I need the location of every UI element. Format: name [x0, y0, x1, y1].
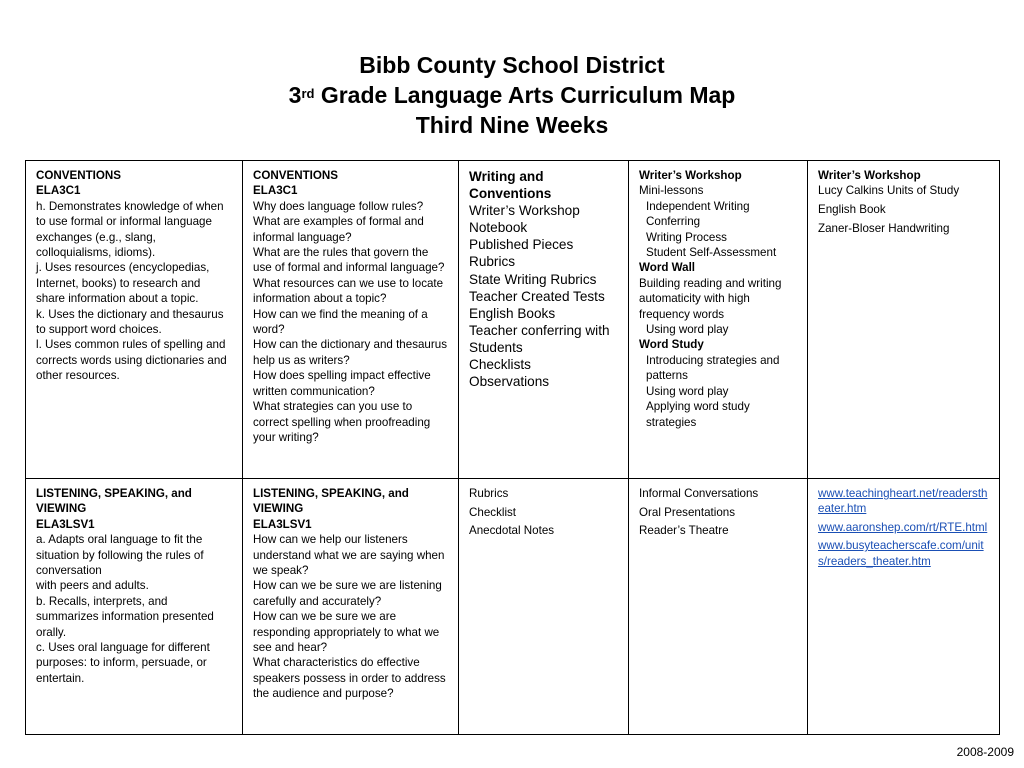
assessment-item: Anecdotal Notes — [469, 524, 555, 538]
standard-element: l. Uses common rules of spelling and corrects words using dictionaries and other resources. — [36, 338, 227, 383]
activity-item: Introducing strategies and patterns — [646, 353, 780, 383]
school-year: 2008-2009 — [956, 745, 1014, 759]
activity-item: Student Self-Assessment — [646, 246, 777, 260]
essential-question: What resources can we use to locate information about a topic? — [253, 276, 444, 306]
district-name: Bibb County School District — [359, 52, 665, 78]
activity-item: Building reading and writing automaticity with high frequency words — [639, 276, 782, 321]
resources-cell — [808, 161, 1000, 479]
resource-title: Writer’s Workshop — [818, 169, 921, 182]
strand-title: LISTENING, SPEAKING, and VIEWING — [253, 487, 409, 516]
activity-item: Applying word study strategies — [646, 400, 750, 429]
standard-code: ELA3C1 — [253, 184, 298, 198]
assessment-cell — [459, 479, 629, 735]
assessment-item: English Books — [469, 305, 556, 321]
strand-title: CONVENTIONS — [36, 169, 122, 182]
activity-item: Mini-lessons — [639, 184, 704, 198]
resources-cell — [808, 479, 1000, 735]
essential-question: How can we help our listeners understand what we are saying when we speak? — [253, 533, 445, 578]
standard-element: j. Uses resources (encyclopedias, Internet, books) to research and share information about a topic. — [36, 261, 210, 306]
activity-item: Writing Process — [646, 230, 727, 244]
assessment-item: Rubrics — [469, 487, 509, 500]
standard-code: ELA3LSV1 — [253, 517, 312, 531]
assessment-item: Checklist — [469, 505, 517, 519]
essential-question: How does spelling impact effective written communication? — [253, 369, 431, 398]
assessment-item: Teacher Created Tests — [469, 288, 605, 304]
assessment-cell — [459, 161, 629, 479]
assessment-item: Rubrics — [469, 254, 516, 270]
assessment-item: Observations — [469, 374, 550, 390]
essential-question: What are the rules that govern the use of formal and informal language? — [253, 246, 445, 275]
essential-question: How can we be sure we are responding appropriately to what we see and hear? — [253, 610, 440, 655]
standard-element: exchanges (e.g., slang, colloquialisms, idioms). — [36, 230, 156, 260]
activity-heading: Writer’s Workshop — [639, 169, 742, 182]
standards-cell — [26, 161, 243, 479]
assessment-item: Published Pieces — [469, 237, 574, 253]
curriculum-title-text: Grade Language Arts Curriculum Map — [314, 82, 736, 108]
questions-cell — [243, 161, 459, 479]
resource-link[interactable]: www.teachingheart.net/readerstheater.htm — [818, 487, 988, 516]
activity-item: Informal Conversations — [639, 487, 759, 500]
essential-question: What strategies can you use to correct spelling when proofreading your writing? — [253, 400, 431, 444]
essential-question: How can we find the meaning of a word? — [253, 307, 428, 337]
standards-cell — [26, 479, 243, 735]
activity-heading: Word Study — [639, 338, 704, 352]
resource-link[interactable]: www.aaronshep.com/rt/RTE.html — [818, 520, 988, 534]
term-title: Third Nine Weeks — [415, 112, 609, 138]
essential-question: How can we be sure we are listening carefully and accurately? — [253, 579, 442, 608]
essential-question: What characteristics do effective speakers possess in order to address the audience and purpose? — [253, 656, 446, 701]
activity-item: Independent Writing Conferring — [646, 199, 750, 229]
standard-element: with peers and adults. — [36, 579, 149, 593]
standard-element: b. Recalls, interprets, and summarizes information presented orally. — [36, 594, 214, 639]
resource-link[interactable]: www.busyteacherscafe.com/units/readers_theater.htm — [818, 539, 984, 568]
standard-element: h. Demonstrates knowledge of when to use formal or informal language — [36, 199, 224, 229]
essential-question: How can the dictionary and thesaurus help us as writers? — [253, 338, 447, 367]
essential-question: Why does language follow rules? — [253, 199, 424, 213]
standard-code: ELA3LSV1 — [36, 517, 95, 531]
resource-item: English Book — [818, 203, 886, 216]
curriculum-title — [0, 80, 1024, 110]
strand-title: CONVENTIONS — [253, 169, 339, 182]
activity-item: Using word play — [646, 323, 729, 337]
assessment-title: Writing and Conventions — [469, 169, 552, 202]
activity-heading: Word Wall — [639, 261, 696, 275]
essential-question: What are examples of formal and informal language? — [253, 215, 424, 244]
grade-suffix: rd — [301, 86, 315, 101]
resource-item: Lucy Calkins Units of Study — [818, 184, 960, 198]
activities-cell — [629, 479, 808, 735]
table-row — [26, 479, 1000, 735]
assessment-item: Writer’s Workshop Notebook — [469, 203, 580, 236]
standard-element: a. Adapts oral language to fit the situation by following the rules of conversation — [36, 533, 204, 578]
activity-item: Oral Presentations — [639, 505, 736, 519]
document-title — [0, 50, 1024, 140]
activity-item: Using word play — [646, 384, 729, 398]
table-row — [26, 161, 1000, 479]
standard-element: c. Uses oral language for different purposes: to inform, persuade, or entertain. — [36, 641, 210, 685]
strand-title: LISTENING, SPEAKING, and VIEWING — [36, 487, 192, 516]
questions-cell — [243, 479, 459, 735]
assessment-item: Teacher conferring with Students — [469, 322, 610, 355]
activities-cell — [629, 161, 808, 479]
assessment-item: State Writing Rubrics — [469, 271, 597, 287]
grade-number: 3 — [288, 82, 302, 108]
standard-code: ELA3C1 — [36, 184, 81, 198]
assessment-item: Checklists — [469, 357, 531, 373]
curriculum-map-table — [25, 160, 1000, 735]
activity-item: Reader’s Theatre — [639, 524, 729, 538]
resource-item: Zaner-Bloser Handwriting — [818, 221, 950, 235]
standard-element: k. Uses the dictionary and thesaurus to support word choices. — [36, 307, 224, 337]
